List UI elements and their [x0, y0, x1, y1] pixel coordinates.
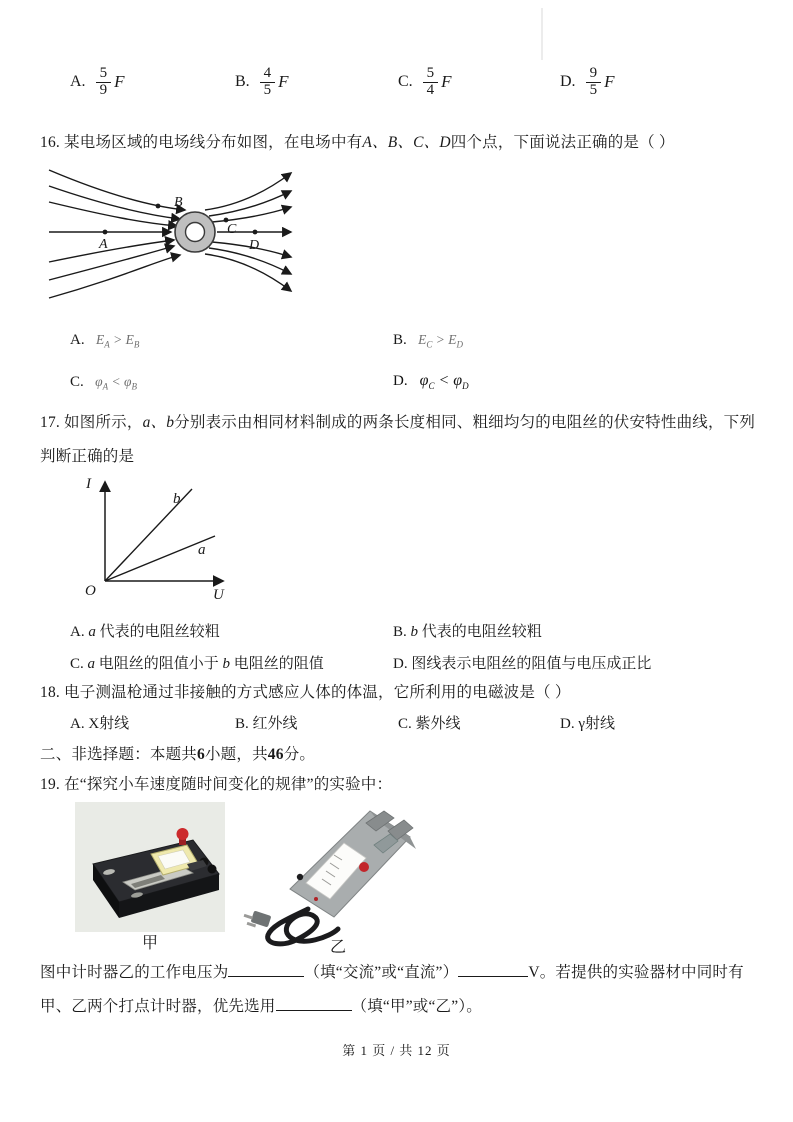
- fraction-denominator: 4: [426, 81, 435, 98]
- option-label: B.: [393, 624, 407, 640]
- electric-field-lines-diagram: [45, 160, 300, 305]
- page-number-footer: 第 1 页 / 共 12 页: [342, 1043, 451, 1058]
- option-text: 电阻丝的阻值: [230, 656, 324, 672]
- fraction: [423, 66, 439, 99]
- q16-option-b: [393, 332, 463, 350]
- q18-stem: 18. 电子测温枪通过非接触的方式感应人体的体温，它所利用的电磁波是（ ）: [40, 684, 571, 701]
- var-a: a: [88, 624, 96, 640]
- q18-option-d: D. γ射线: [560, 716, 615, 732]
- fraction-denominator: 5: [263, 81, 272, 98]
- q16-option-a: [70, 332, 139, 350]
- q17-stem-pre: 17. 如图所示，: [40, 414, 143, 431]
- option-label: A.: [70, 624, 85, 640]
- q15-option-b: [235, 66, 289, 99]
- option-text: 代表的电阻丝较粗: [95, 624, 220, 640]
- graph-axes: [105, 482, 223, 581]
- q18-option-b: B. 红外线: [235, 716, 298, 732]
- option-label: D.: [393, 656, 408, 672]
- q17-stem: [40, 406, 762, 474]
- option-text: 电阻丝的阻值小于: [95, 656, 223, 672]
- q16-option-c: [70, 374, 137, 392]
- option-label: C.: [70, 656, 84, 672]
- fraction-denominator: 5: [589, 81, 598, 98]
- graph-lines: [105, 489, 215, 581]
- answer-blank-voltage-type: [228, 962, 304, 977]
- q17-stem-vars: a、b: [142, 414, 175, 431]
- var-b: b: [410, 624, 419, 640]
- point-d-label: D: [249, 238, 260, 253]
- graph-labels: [85, 476, 225, 603]
- formula: $E_A > E_B$: [95, 332, 140, 350]
- answer-blank-timer-choice: [276, 996, 352, 1011]
- option-label: B.: [393, 332, 407, 348]
- section2-pre: 二、非选择题：本题共: [40, 746, 198, 763]
- var-b: b: [222, 656, 231, 672]
- force-symbol: F: [278, 72, 289, 92]
- section2-header: [40, 738, 315, 772]
- q18-option-a: A. X射线: [70, 716, 130, 732]
- q17-option-a: [70, 620, 220, 641]
- photo-yi-caption: 乙: [330, 939, 348, 956]
- answer-blank-voltage-value: [458, 962, 528, 977]
- section2-post: 分。: [283, 746, 316, 763]
- var-a: a: [87, 656, 96, 672]
- q17-option-b: [393, 620, 542, 641]
- section2-mid: 小题，共: [204, 746, 268, 763]
- point-c-label: C: [227, 222, 237, 237]
- option-text: 图线表示电阻丝的阻值与电压成正比: [411, 656, 652, 672]
- fraction-numerator: 4: [260, 66, 276, 83]
- fill-hint: （填“甲”或“乙”）。: [351, 998, 482, 1015]
- point-b-label: B: [174, 195, 183, 210]
- option-label: D.: [393, 373, 408, 389]
- fraction: [586, 66, 602, 99]
- option-label: A.: [70, 73, 86, 91]
- x-axis-label: U: [213, 587, 224, 603]
- option-label: C.: [70, 374, 84, 390]
- q19-fill-paragraph: [40, 956, 762, 1024]
- option-text: 代表的电阻丝较粗: [418, 624, 542, 640]
- y-axis-label: I: [86, 476, 91, 492]
- q16-stem-points: A、B、C、D: [362, 134, 451, 151]
- q18-options-row: [0, 712, 793, 736]
- fraction-numerator: 5: [96, 66, 112, 83]
- scan-artifact-line: [541, 8, 543, 60]
- option-label: B.: [235, 73, 250, 91]
- origin-label: O: [85, 583, 96, 599]
- section2-count: 6: [197, 746, 205, 763]
- q15-option-d: [560, 66, 614, 99]
- fraction: [96, 66, 112, 99]
- option-label: A.: [70, 332, 85, 348]
- q15-option-a: [70, 66, 124, 99]
- q18-option-c: C. 紫外线: [398, 716, 461, 732]
- photo-timer-yi: [238, 797, 423, 952]
- line-a-label: a: [198, 542, 206, 558]
- ring-hole: [186, 223, 205, 242]
- fill-text: V。若提供的实验器材中同时有甲、乙两个打点计时器，优先选用: [40, 964, 744, 1015]
- q15-option-c: [398, 66, 452, 99]
- q15-options-row: [0, 66, 793, 118]
- force-symbol: F: [114, 72, 125, 92]
- section2-score: 46: [267, 746, 284, 763]
- q17-option-c: [70, 652, 324, 673]
- fraction-denominator: 9: [99, 81, 108, 98]
- photo-jia-caption: 甲: [142, 935, 160, 952]
- option-label: C.: [398, 73, 413, 91]
- q16-stem-post: 四个点，下面说法正确的是（ ）: [450, 134, 675, 151]
- fraction: [260, 66, 276, 99]
- photo-timer-jia: [75, 802, 225, 932]
- q16-option-d: [393, 372, 469, 391]
- q19-stem: 19. 在“探究小车速度随时间变化的规律”的实验中：: [40, 776, 393, 793]
- iv-characteristic-graph: [55, 468, 240, 606]
- fill-hint: （填“交流”或“直流”）: [304, 964, 459, 981]
- q16-stem: [40, 126, 762, 160]
- line-b-label: b: [173, 491, 181, 507]
- formula: $E_C > E_D$: [418, 332, 464, 350]
- formula: $\varphi_C < \varphi_D$: [419, 372, 469, 392]
- formula: $\varphi_A < \varphi_B$: [95, 374, 137, 392]
- q17-option-d: [393, 652, 651, 673]
- q16-stem-pre: 16. 某电场区域的电场线分布如图，在电场中有: [40, 134, 363, 151]
- point-a-label: A: [99, 237, 108, 252]
- fraction-numerator: 5: [423, 66, 439, 83]
- fill-text: 图中计时器乙的工作电压为: [40, 964, 229, 981]
- fraction-numerator: 9: [586, 66, 602, 83]
- option-label: D.: [560, 73, 576, 91]
- force-symbol: F: [441, 72, 452, 92]
- q17-stem-post: 分别表示由相同材料制成的两条长度相同、粗细均匀的电阻丝的伏安特性曲线，下列判断正确的是: [40, 414, 756, 465]
- force-symbol: F: [604, 72, 615, 92]
